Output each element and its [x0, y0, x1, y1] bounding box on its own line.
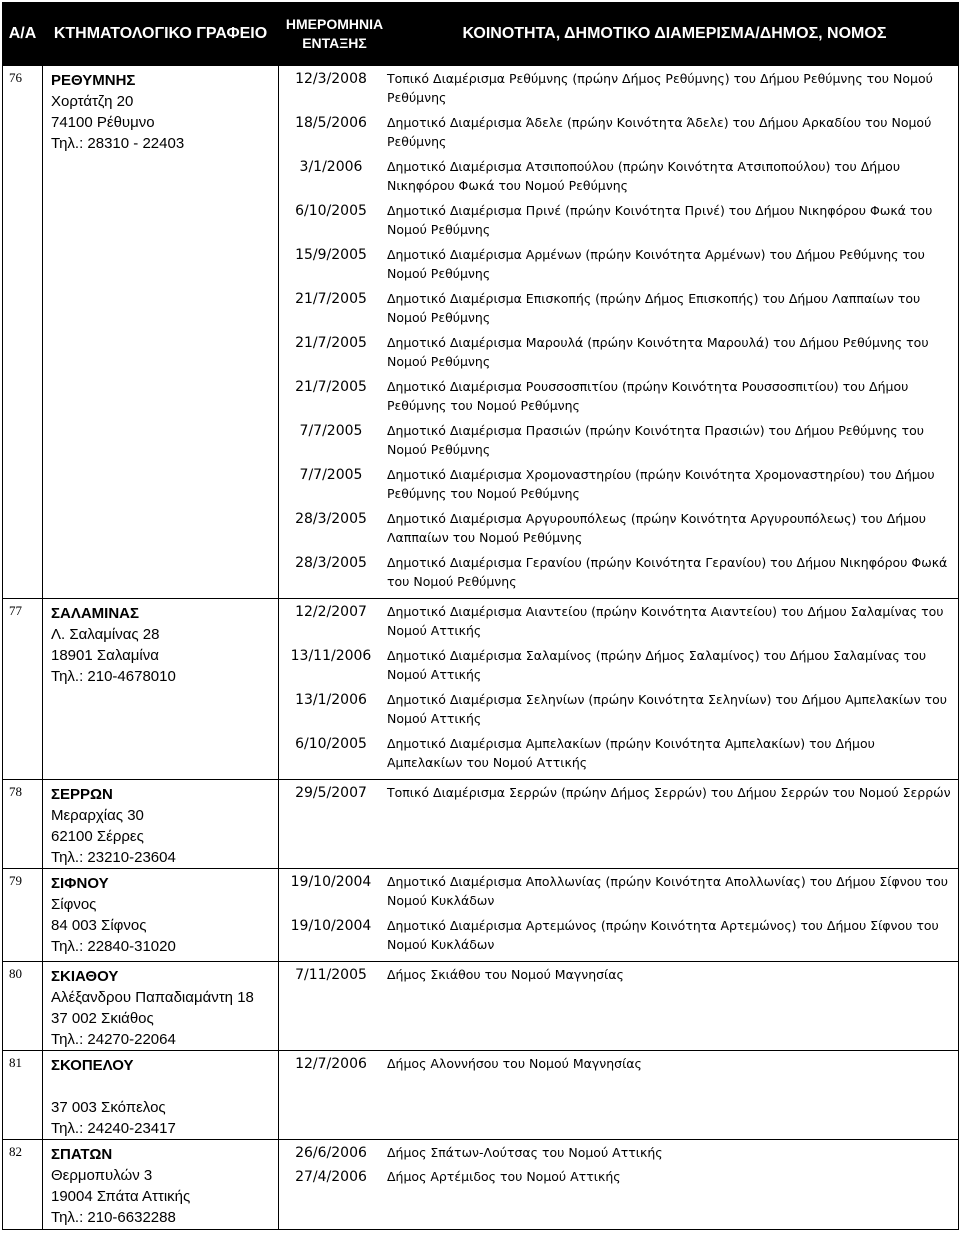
entry-date: 28/3/2005	[295, 511, 367, 527]
table-row	[3, 1051, 959, 1140]
office-postal: 84 003 Σίφνος	[51, 917, 147, 934]
office-phone: Τηλ.: 210-4678010	[51, 668, 176, 685]
entry-date: 21/7/2005	[295, 335, 367, 351]
entry-date: 28/3/2005	[295, 555, 367, 571]
entry-date: 26/6/2006	[295, 1145, 367, 1161]
office-cell	[43, 962, 279, 1051]
list-item	[279, 510, 958, 554]
entry-description: Δημοτικό Διαμέρισμα Πρασιών (πρώην Κοινότητα Πρασιών) του Δήμου Ρεθύμνης του Νομού Ρεθύμνης	[387, 423, 924, 457]
list-item	[279, 873, 958, 917]
list-item	[279, 378, 958, 422]
row-number: 79	[3, 869, 43, 962]
entry-description: Τοπικό Διαμέρισμα Σερρών (πρώην Δήμος Σερρών) του Δήμου Σερρών του Νομού Σερρών	[387, 785, 951, 800]
header-date-line1: ΗΜΕΡΟΜΗΝΙΑ	[285, 16, 384, 32]
entries-list	[279, 1051, 958, 1099]
office-details	[43, 599, 278, 687]
entry-date: 7/7/2005	[299, 467, 363, 483]
header-office: ΚΤΗΜΑΤΟΛΟΓΙΚΟ ΓΡΑΦΕΙΟ	[43, 3, 279, 66]
list-item	[279, 290, 958, 334]
office-cell	[43, 1140, 279, 1230]
header-date	[279, 3, 391, 66]
office-postal: 74100 Ρέθυμνο	[51, 114, 155, 131]
list-item	[279, 554, 958, 598]
table-row	[3, 1140, 959, 1230]
office-phone: Τηλ.: 22840-31020	[51, 938, 176, 955]
entry-description: Δημοτικό Διαμέρισμα Σεληνίων (πρώην Κοινότητα Σεληνίων) του Δήμου Αμπελακίων του Νομού Αττικής	[387, 692, 947, 726]
office-address: Χορτάτζη 20	[51, 93, 134, 110]
entries-list	[279, 599, 958, 779]
entries-list	[279, 962, 958, 1010]
entry-date: 12/7/2006	[295, 1056, 367, 1072]
list-item	[279, 334, 958, 378]
entry-description: Δημοτικό Διαμέρισμα Αργυρουπόλεως (πρώην Κοινότητα Αργυρουπόλεως) του Δήμου Λαππαίων του Νομού Ρεθύμνης	[387, 511, 927, 545]
list-item	[279, 1144, 958, 1168]
entries-cell	[279, 962, 959, 1051]
office-details	[43, 869, 278, 957]
entry-description: Δημοτικό Διαμέρισμα Ρουσσοσπιτίου (πρώην Κοινότητα Ρουσσοσπιτίου) του Δήμου Ρεθύμνης του Νομού Ρεθύμνης	[387, 379, 909, 413]
office-postal: 18901 Σαλαμίνα	[51, 647, 159, 664]
entry-description: Δημοτικό Διαμέρισμα Μαρουλά (πρώην Κοινότητα Μαρουλά) του Δήμου Ρεθύμνης του Νομού Ρεθύμνης	[387, 335, 929, 369]
list-item	[279, 202, 958, 246]
entry-description: Δημοτικό Διαμέρισμα Χρομοναστηρίου (πρώην Κοινότητα Χρομοναστηρίου) του Δήμου Ρεθύμνης του Νομού Ρεθύμνης	[387, 467, 935, 501]
office-name: ΣΕΡΡΩΝ	[51, 786, 113, 803]
row-number: 77	[3, 599, 43, 780]
list-item	[279, 70, 958, 114]
office-cell	[43, 599, 279, 780]
entry-description: Δήμος Αρτέμιδος του Νομού Αττικής	[387, 1169, 621, 1184]
office-address: Θερμοπυλών 3	[51, 1167, 153, 1184]
office-postal: 62100 Σέρρες	[51, 828, 144, 845]
entries-cell	[279, 1051, 959, 1140]
office-address: Σίφνος	[51, 896, 97, 913]
entry-date: 18/5/2006	[295, 115, 367, 131]
list-item	[279, 735, 958, 779]
office-address: Αλέξανδρου Παπαδιαμάντη 18	[51, 989, 254, 1006]
entries-cell	[279, 1140, 959, 1230]
list-item	[279, 114, 958, 158]
table-row	[3, 962, 959, 1051]
entry-description: Δημοτικό Διαμέρισμα Πρινέ (πρώην Κοινότητα Πρινέ) του Δήμου Νικηφόρου Φωκά του Νομού Ρεθύμνης	[387, 203, 933, 237]
row-number: 80	[3, 962, 43, 1051]
office-cell	[43, 869, 279, 962]
cadastral-offices-table	[2, 2, 959, 1230]
entry-date: 13/11/2006	[290, 648, 372, 664]
entries-list	[279, 780, 958, 828]
office-postal: 37 002 Σκιάθος	[51, 1010, 154, 1027]
entry-description: Τοπικό Διαμέρισμα Ρεθύμνης (πρώην Δήμος Ρεθύμνης) του Δήμου Ρεθύμνης του Νομού Ρεθύμνης	[387, 71, 933, 105]
entry-description: Δήμος Αλοννήσου του Νομού Μαγνησίας	[387, 1056, 642, 1071]
office-cell	[43, 1051, 279, 1140]
entry-description: Δημοτικό Διαμέρισμα Άδελε (πρώην Κοινότητα Άδελε) του Δήμου Αρκαδίου του Νομού Ρεθύμνης	[387, 115, 932, 149]
entry-date: 7/7/2005	[299, 423, 363, 439]
entries-cell	[279, 599, 959, 780]
entry-date: 12/2/2007	[295, 604, 367, 620]
entry-date: 13/1/2006	[295, 692, 367, 708]
entry-description: Δημοτικό Διαμέρισμα Γερανίου (πρώην Κοινότητα Γερανίου) του Δήμου Νικηφόρου Φωκά του Νομού Ρεθύμνης	[387, 555, 948, 589]
office-name: ΣΠΑΤΩΝ	[51, 1146, 113, 1163]
office-cell	[43, 780, 279, 869]
entries-cell	[279, 66, 959, 599]
list-item	[279, 1055, 958, 1099]
office-name: ΡΕΘΥΜΝΗΣ	[51, 72, 136, 89]
office-phone: Τηλ.: 23210-23604	[51, 849, 176, 866]
office-address: Μεραρχίας 30	[51, 807, 144, 824]
entry-date: 27/4/2006	[295, 1169, 367, 1185]
office-phone: Τηλ.: 24270-22064	[51, 1031, 176, 1048]
table-body	[3, 66, 959, 1230]
table-header	[3, 3, 959, 66]
entry-description: Δημοτικό Διαμέρισμα Αμπελακίων (πρώην Κοινότητα Αμπελακίων) του Δήμου Αμπελακίων του Νομού Αττικής	[387, 736, 875, 770]
entry-description: Δήμος Σκιάθου του Νομού Μαγνησίας	[387, 967, 624, 982]
office-name: ΣΚΟΠΕΛΟΥ	[51, 1057, 134, 1074]
entry-date: 21/7/2005	[295, 379, 367, 395]
office-name: ΣΙΦΝΟΥ	[51, 875, 109, 892]
office-phone: Τηλ.: 210-6632288	[51, 1209, 176, 1226]
entry-date: 19/10/2004	[290, 874, 372, 890]
office-name: ΣΑΛΑΜΙΝΑΣ	[51, 605, 140, 622]
entry-description: Δημοτικό Διαμέρισμα Απολλωνίας (πρώην Κοινότητα Απολλωνίας) του Δήμου Σίφνου του Νομού Κυκλάδων	[387, 874, 949, 908]
entry-date: 3/1/2006	[299, 159, 363, 175]
entry-description: Δήμος Σπάτων-Λούτσας του Νομού Αττικής	[387, 1145, 663, 1160]
entry-date: 29/5/2007	[295, 785, 367, 801]
list-item	[279, 603, 958, 647]
row-number: 81	[3, 1051, 43, 1140]
table-row	[3, 780, 959, 869]
entry-description: Δημοτικό Διαμέρισμα Επισκοπής (πρώην Δήμος Επισκοπής) του Δήμου Λαππαίων του Νομού Ρεθύμνης	[387, 291, 921, 325]
entries-list	[279, 1140, 958, 1190]
entry-description: Δημοτικό Διαμέρισμα Σαλαμίνος (πρώην Δήμος Σαλαμίνος) του Δήμου Σαλαμίνας του Νομού Αττικής	[387, 648, 927, 682]
entry-description: Δημοτικό Διαμέρισμα Ατσιποπούλου (πρώην Κοινότητα Ατσιποπούλου) του Δήμου Νικηφόρου Φωκά του Νομού Ρεθύμνης	[387, 159, 901, 193]
row-number: 78	[3, 780, 43, 869]
list-item	[279, 158, 958, 202]
office-address: Λ. Σαλαμίνας 28	[51, 626, 160, 643]
header-area: ΚΟΙΝΟΤΗΤΑ, ΔΗΜΟΤΙΚΟ ΔΙΑΜΕΡΙΣΜΑ/ΔΗΜΟΣ, ΝΟΜΟΣ	[391, 3, 959, 66]
entry-date: 15/9/2005	[295, 247, 367, 263]
list-item	[279, 917, 958, 961]
office-details	[43, 66, 278, 154]
entry-description: Δημοτικό Διαμέρισμα Αιαντείου (πρώην Κοινότητα Αιαντείου) του Δήμου Σαλαμίνας του Νομού Αττικής	[387, 604, 944, 638]
office-details	[43, 1051, 278, 1139]
table-row	[3, 66, 959, 599]
list-item	[279, 691, 958, 735]
header-row	[3, 3, 959, 66]
entries-cell	[279, 780, 959, 869]
office-phone: Τηλ.: 24240-23417	[51, 1120, 176, 1137]
entry-date: 7/11/2005	[295, 967, 367, 983]
office-phone: Τηλ.: 28310 - 22403	[51, 135, 185, 152]
entries-list	[279, 869, 958, 961]
entry-date: 21/7/2005	[295, 291, 367, 307]
row-number: 82	[3, 1140, 43, 1230]
header-date-line2: ΕΝΤΑΞΗΣ	[302, 35, 367, 51]
entry-description: Δημοτικό Διαμέρισμα Αρμένων (πρώην Κοινότητα Αρμένων) του Δήμου Ρεθύμνης του Νομού Ρεθύμνης	[387, 247, 925, 281]
office-details	[43, 962, 278, 1050]
entry-date: 6/10/2005	[295, 203, 367, 219]
entry-date: 6/10/2005	[295, 736, 367, 752]
row-number: 76	[3, 66, 43, 599]
office-cell	[43, 66, 279, 599]
entries-list	[279, 66, 958, 598]
office-details	[43, 1140, 278, 1228]
list-item	[279, 1168, 958, 1190]
table-row	[3, 869, 959, 962]
list-item	[279, 784, 958, 828]
list-item	[279, 466, 958, 510]
office-details	[43, 780, 278, 868]
office-postal: 19004 Σπάτα Αττικής	[51, 1188, 191, 1205]
list-item	[279, 647, 958, 691]
header-number: Α/Α	[3, 3, 43, 66]
entry-date: 12/3/2008	[295, 71, 367, 87]
entry-date: 19/10/2004	[290, 918, 372, 934]
entries-cell	[279, 869, 959, 962]
office-postal: 37 003 Σκόπελος	[51, 1099, 166, 1116]
list-item	[279, 966, 958, 1010]
table-row	[3, 599, 959, 780]
entry-description: Δημοτικό Διαμέρισμα Αρτεμώνος (πρώην Κοινότητα Αρτεμώνος) του Δήμου Σίφνου του Νομού Κυκλάδων	[387, 918, 939, 952]
list-item	[279, 246, 958, 290]
office-name: ΣΚΙΑΘΟΥ	[51, 968, 119, 985]
list-item	[279, 422, 958, 466]
